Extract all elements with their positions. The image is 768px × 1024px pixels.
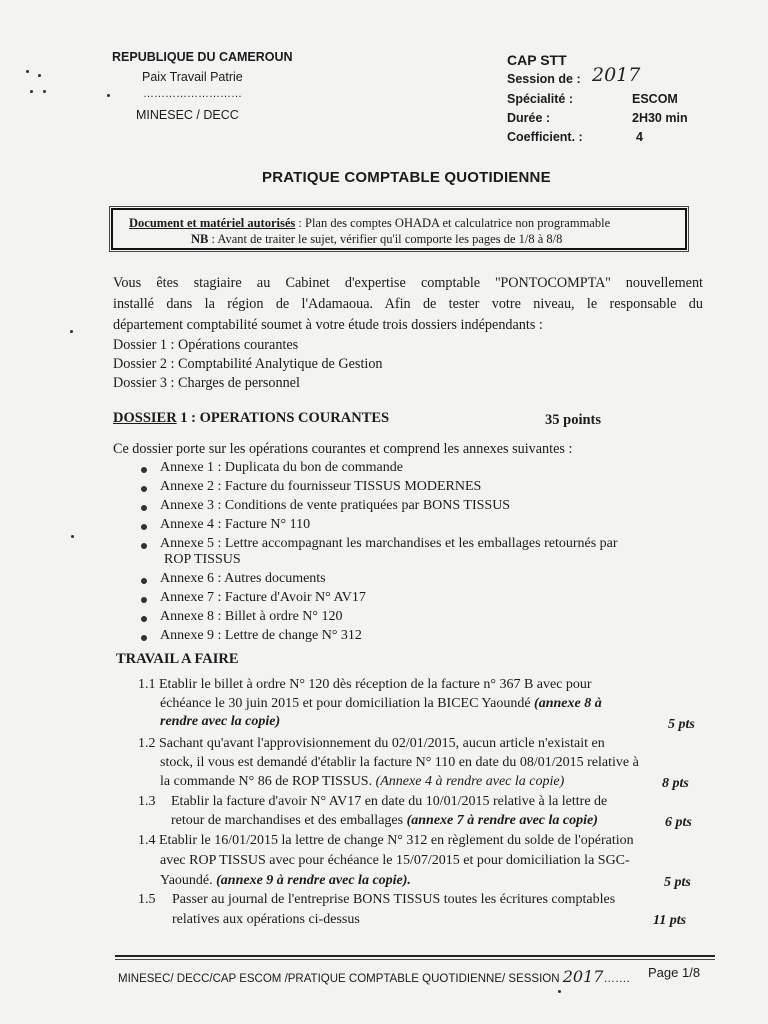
dossier-1-item: Dossier 1 : Opérations courantes <box>113 337 299 353</box>
task-1-5-number: 1.5 <box>138 892 156 907</box>
scan-speck <box>38 74 41 77</box>
intro-line-3: département comptabilité soumet à votre étude trois dossiers indépendants : <box>113 317 543 333</box>
task-1-5-points: 11 pts <box>653 913 687 928</box>
bullet-icon <box>141 578 147 584</box>
footer-session-handwritten: 2017 <box>562 967 604 986</box>
duration-label: Durée : <box>507 111 551 125</box>
annex-item: Annexe 3 : Conditions de vente pratiquées par BONS TISSUS <box>160 498 511 513</box>
bullet-icon <box>141 505 147 511</box>
session-label: Session de : <box>507 72 581 86</box>
bullet-icon <box>141 486 147 492</box>
task-1-1-line-3: rendre avec la copie) <box>160 714 281 729</box>
coefficient-label: Coefficient. : <box>507 130 583 144</box>
notice-line-2 <box>191 232 562 247</box>
annex-item: Annexe 9 : Lettre de change N° 312 <box>160 628 362 643</box>
task-1-5-line-1: Passer au journal de l'entreprise BONS TISSUS toutes les écritures comptables <box>172 892 616 907</box>
session-value-handwritten: 2017 <box>592 64 641 86</box>
exam-name: CAP STT <box>507 52 567 68</box>
annex-item: Annexe 4 : Facture N° 110 <box>160 517 311 532</box>
bullet-icon <box>141 597 147 603</box>
footer-rule <box>115 955 715 957</box>
scan-speck <box>558 990 561 993</box>
annex-item: Annexe 7 : Facture d'Avoir N° AV17 <box>160 590 366 605</box>
notice-line-1 <box>129 216 610 231</box>
scan-speck <box>26 70 29 73</box>
scan-speck <box>71 535 74 538</box>
task-1-2-line-1: 1.2 Sachant qu'avant l'approvisionnement du 02/01/2015, aucun article n'existait en <box>138 736 605 751</box>
task-1-4-points: 5 pts <box>664 875 691 890</box>
section-heading <box>113 410 389 427</box>
scan-speck <box>30 90 33 93</box>
nb-label: NB <box>191 232 209 246</box>
annex-item: Annexe 8 : Billet à ordre N° 120 <box>160 609 343 624</box>
notice-text-1: : Plan des comptes OHADA et calculatrice non programmable <box>295 216 611 230</box>
intro-line-2: installé dans la région de l'Adamaoua. Afin de tester votre niveau, le responsable du <box>113 296 703 312</box>
task-1-3-points: 6 pts <box>665 815 692 830</box>
bullet-icon <box>141 467 147 473</box>
task-1-2-line-3: la commande N° 86 de ROP TISSUS. (Annexe 4 à rendre avec la copie) <box>160 774 565 789</box>
task-1-4-line-3: Yaoundé. (annexe 9 à rendre avec la copie). <box>160 873 411 888</box>
task-1-1-line-1: 1.1 Etablir le billet à ordre N° 120 dès réception de la facture n° 367 B avec pour <box>138 677 592 692</box>
scan-speck <box>43 90 46 93</box>
task-1-5-line-2: relatives aux opérations ci-dessus <box>172 912 360 927</box>
annex-item: Annexe 1 : Duplicata du bon de commande <box>160 460 403 475</box>
task-1-3-line-2: retour de marchandises et des emballages (annexe 7 à rendre avec la copie) <box>171 813 598 828</box>
task-1-4-line-1: 1.4 Etablir le 16/01/2015 la lettre de change N° 312 en règlement du solde de l'opération <box>138 833 634 848</box>
footer-text: MINESEC/ DECC/CAP ESCOM /PRATIQUE COMPTABLE QUOTIDIENNE/ SESSION 2017……. <box>118 967 630 986</box>
footer-rule <box>115 959 715 960</box>
annex-item: Annexe 2 : Facture du fournisseur TISSUS MODERNES <box>160 479 482 494</box>
speciality-value: ESCOM <box>632 92 678 106</box>
work-heading: TRAVAIL A FAIRE <box>116 651 239 667</box>
task-1-4-line-2: avec ROP TISSUS avec pour échéance le 15/07/2015 et pour domiciliation la SGC- <box>160 853 630 868</box>
coefficient-value: 4 <box>636 130 643 144</box>
speciality-label: Spécialité : <box>507 92 573 106</box>
annex-item: Annexe 6 : Autres documents <box>160 571 326 586</box>
country-name: REPUBLIQUE DU CAMEROUN <box>112 50 293 64</box>
task-1-1-points: 5 pts <box>668 717 695 732</box>
national-motto: Paix Travail Patrie <box>142 70 243 84</box>
notice-box <box>111 208 687 250</box>
annex-item: Annexe 5 : Lettre accompagnant les marchandises et les emballages retournés par <box>160 536 618 551</box>
notice-label: Document et matériel autorisés <box>129 216 296 230</box>
page-number: Page 1/8 <box>648 965 701 980</box>
task-1-3-number: 1.3 <box>138 794 156 809</box>
task-1-3-line-1: Etablir la facture d'avoir N° AV17 en date du 10/01/2015 relative à la lettre de <box>171 794 608 809</box>
bullet-icon <box>141 543 147 549</box>
notice-text-2: : Avant de traiter le sujet, vérifier qu'il comporte les pages de 1/8 à 8/8 <box>208 232 563 246</box>
section-lead: Ce dossier porte sur les opérations courantes et comprend les annexes suivantes : <box>113 441 573 457</box>
bullet-icon <box>141 635 147 641</box>
page-title: PRATIQUE COMPTABLE QUOTIDIENNE <box>262 169 551 186</box>
bullet-icon <box>141 616 147 622</box>
bullet-icon <box>141 524 147 530</box>
section-points: 35 points <box>545 412 602 428</box>
dossier-3-item: Dossier 3 : Charges de personnel <box>113 375 300 391</box>
ministry: MINESEC / DECC <box>136 108 239 122</box>
intro-line-1: Vous êtes stagiaire au Cabinet d'expertise comptable ''PONTOCOMPTA'' nouvellement <box>113 275 703 291</box>
task-1-2-line-2: stock, il vous est demandé d'établir la facture N° 110 en date du 08/01/2015 relative à <box>160 755 639 770</box>
scan-speck <box>70 330 73 333</box>
scan-speck <box>107 94 110 97</box>
dossier-2-item: Dossier 2 : Comptabilité Analytique de Gestion <box>113 356 383 372</box>
task-1-2-points: 8 pts <box>662 776 689 791</box>
section-heading-rest: 1 : OPERATIONS COURANTES <box>176 410 390 426</box>
task-1-1-line-2: échéance le 30 juin 2015 et pour domiciliation la BICEC Yaoundé (annexe 8 à <box>160 696 602 711</box>
header-dots: ……………………… <box>143 88 242 100</box>
section-heading-word: DOSSIER <box>113 410 177 426</box>
annex-item-continuation: ROP TISSUS <box>164 552 241 567</box>
duration-value: 2H30 min <box>632 111 688 125</box>
